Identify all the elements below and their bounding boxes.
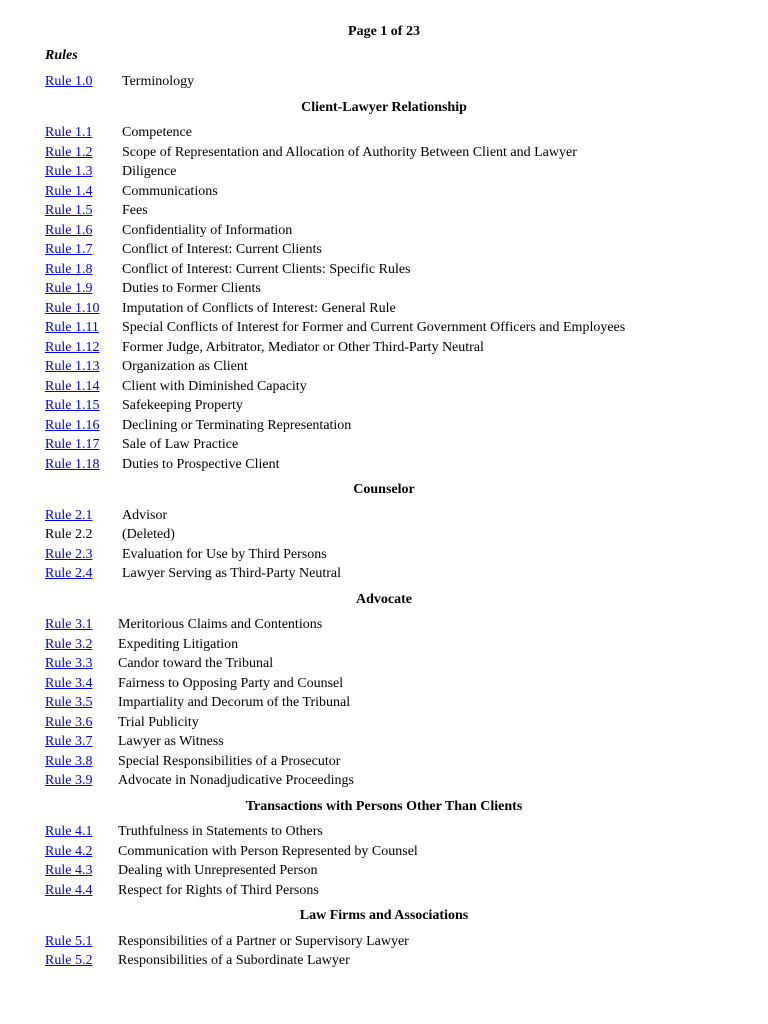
rule-row (0, 545, 768, 565)
rule-title: Truthfulness in Statements to Others (118, 824, 323, 839)
rule-link[interactable]: Rule 3.6 (45, 714, 93, 730)
rule-row (0, 564, 768, 584)
rule-row (0, 357, 768, 377)
rule-row (0, 72, 768, 92)
rule-link[interactable]: Rule 3.7 (45, 734, 93, 749)
rule-link[interactable]: Rule 1.7 (45, 242, 93, 257)
rules-section (0, 72, 768, 92)
rule-row (0, 455, 768, 475)
rule-title: Responsibilities of a Partner or Supervisory Lawyer (118, 933, 409, 949)
rules-title: Rules (45, 48, 78, 63)
rule-title: Communication with Person Represented by Counsel (118, 843, 418, 859)
rule-row (0, 260, 768, 280)
rule-row (0, 279, 768, 299)
rule-row (0, 654, 768, 674)
rule-row (0, 752, 768, 772)
rule-row (0, 221, 768, 241)
rule-title: Lawyer as Witness (118, 734, 224, 749)
rule-link[interactable]: Rule 3.8 (45, 753, 93, 769)
rule-link[interactable]: Rule 3.4 (45, 675, 93, 691)
rule-row (0, 318, 768, 338)
rule-title: Conflict of Interest: Current Clients: Specific Rules (122, 261, 411, 277)
rule-link[interactable]: Rule 2.1 (45, 507, 93, 523)
rule-row (0, 951, 768, 971)
rules-section (0, 906, 768, 971)
rule-row (0, 143, 768, 163)
page-header: Page 1 of 23 (348, 24, 420, 39)
rule-title: Client with Diminished Capacity (122, 378, 307, 394)
rule-row (0, 299, 768, 319)
rule-link[interactable]: Rule 1.14 (45, 378, 100, 394)
rule-title: Diligence (122, 164, 177, 179)
rule-title: Terminology (122, 74, 195, 89)
rule-row (0, 842, 768, 862)
rule-row (0, 435, 768, 455)
rule-title: Advisor (122, 507, 168, 523)
rule-link[interactable]: Rule 3.1 (45, 617, 93, 632)
section-heading: Counselor (353, 482, 415, 497)
rule-title: Dealing with Unrepresented Person (118, 863, 318, 878)
rule-link[interactable]: Rule 1.15 (45, 398, 100, 413)
rule-row (0, 416, 768, 436)
rule-title: Special Responsibilities of a Prosecutor (118, 753, 341, 769)
rule-link[interactable]: Rule 1.8 (45, 261, 93, 277)
rule-row (0, 822, 768, 842)
rule-link[interactable]: Rule 5.2 (45, 953, 93, 968)
section-heading: Advocate (356, 591, 412, 607)
rule-link[interactable]: Rule 1.3 (45, 164, 93, 179)
rule-row (0, 932, 768, 952)
rule-title: Scope of Representation and Allocation of Authority Between Client and Lawyer (122, 144, 577, 160)
rule-row (0, 240, 768, 260)
rule-number: Rule 2.2 (45, 527, 93, 542)
rule-row (0, 338, 768, 358)
rule-link[interactable]: Rule 4.1 (45, 824, 93, 839)
rule-title: Duties to Prospective Client (122, 456, 280, 472)
section-heading: Client-Lawyer Relationship (301, 99, 467, 115)
rule-link[interactable]: Rule 2.3 (45, 546, 93, 562)
section-heading: Law Firms and Associations (299, 908, 469, 923)
rule-title: Conflict of Interest: Current Clients (122, 242, 322, 257)
rule-row (0, 674, 768, 694)
rule-link[interactable]: Rule 1.11 (45, 320, 99, 335)
rule-title: Fees (122, 203, 148, 218)
rules-section (0, 480, 768, 584)
rule-title: Imputation of Conflicts of Interest: General Rule (122, 300, 396, 316)
rule-row (0, 123, 768, 143)
rule-link[interactable]: Rule 1.2 (45, 144, 93, 160)
rule-title: Meritorious Claims and Contentions (118, 617, 323, 632)
rule-title: Former Judge, Arbitrator, Mediator or Other Third-Party Neutral (122, 339, 484, 355)
rule-link[interactable]: Rule 1.10 (45, 300, 100, 316)
rule-row (0, 881, 768, 901)
rule-title: Expediting Litigation (118, 636, 239, 652)
rule-title: Communications (122, 183, 218, 199)
rule-row (0, 506, 768, 526)
rule-link[interactable]: Rule 3.5 (45, 695, 93, 710)
rule-row (0, 201, 768, 221)
rule-title: Confidentiality of Information (122, 222, 293, 238)
rule-link[interactable]: Rule 4.3 (45, 863, 93, 878)
rule-link[interactable]: Rule 3.2 (45, 636, 93, 652)
rule-link[interactable]: Rule 4.4 (45, 882, 93, 898)
rule-link[interactable]: Rule 1.16 (45, 417, 100, 433)
rule-row (0, 615, 768, 635)
rule-row (0, 771, 768, 791)
rule-link[interactable]: Rule 1.4 (45, 183, 93, 199)
rule-link[interactable]: Rule 4.2 (45, 843, 93, 859)
rule-link[interactable]: Rule 1.18 (45, 456, 100, 472)
rule-title: Fairness to Opposing Party and Counsel (118, 675, 344, 691)
rule-title: Competence (122, 125, 192, 140)
rule-link[interactable]: Rule 5.1 (45, 933, 93, 949)
rule-link[interactable]: Rule 2.4 (45, 566, 93, 581)
rule-link[interactable]: Rule 3.9 (45, 773, 93, 788)
rule-title: Respect for Rights of Third Persons (118, 882, 319, 898)
rule-title: Duties to Former Clients (122, 281, 261, 296)
rule-title: Candor toward the Tribunal (118, 656, 274, 671)
rule-row (0, 713, 768, 733)
rules-section (0, 590, 768, 791)
rule-link[interactable]: Rule 1.17 (45, 437, 100, 452)
rule-title: Advocate in Nonadjudicative Proceedings (118, 773, 354, 788)
rule-row (0, 693, 768, 713)
rule-title: Sale of Law Practice (122, 437, 239, 452)
rules-section (0, 98, 768, 475)
rule-row (0, 732, 768, 752)
rule-link[interactable]: Rule 3.3 (45, 656, 93, 671)
rule-link[interactable]: Rule 1.13 (45, 359, 100, 374)
rule-row (0, 396, 768, 416)
rule-title: Safekeeping Property (122, 398, 243, 413)
rule-title: Responsibilities of a Subordinate Lawyer (118, 953, 350, 968)
rule-title: Evaluation for Use by Third Persons (122, 546, 327, 562)
rule-title: Lawyer Serving as Third-Party Neutral (122, 566, 342, 581)
rule-title: (Deleted) (122, 527, 175, 542)
rule-title: Organization as Client (122, 359, 248, 374)
section-heading: Transactions with Persons Other Than Clients (245, 798, 523, 814)
rule-link[interactable]: Rule 1.6 (45, 222, 93, 238)
rule-link[interactable]: Rule 1.1 (45, 125, 93, 140)
rule-link[interactable]: Rule 1.9 (45, 281, 93, 296)
rule-title: Declining or Terminating Representation (122, 417, 352, 433)
rule-title: Impartiality and Decorum of the Tribunal (118, 695, 351, 710)
rule-row (0, 525, 768, 545)
rules-table-of-contents (0, 72, 768, 971)
rule-title: Special Conflicts of Interest for Former and Current Government Officers and Employees (122, 320, 626, 335)
rule-row (0, 377, 768, 397)
rule-row (0, 635, 768, 655)
rule-row (0, 861, 768, 881)
rule-link[interactable]: Rule 1.0 (45, 74, 93, 89)
rule-link[interactable]: Rule 1.5 (45, 203, 93, 218)
rule-row (0, 182, 768, 202)
rule-link[interactable]: Rule 1.12 (45, 339, 100, 355)
rule-title: Trial Publicity (118, 714, 199, 730)
rules-section (0, 797, 768, 901)
rule-row (0, 162, 768, 182)
